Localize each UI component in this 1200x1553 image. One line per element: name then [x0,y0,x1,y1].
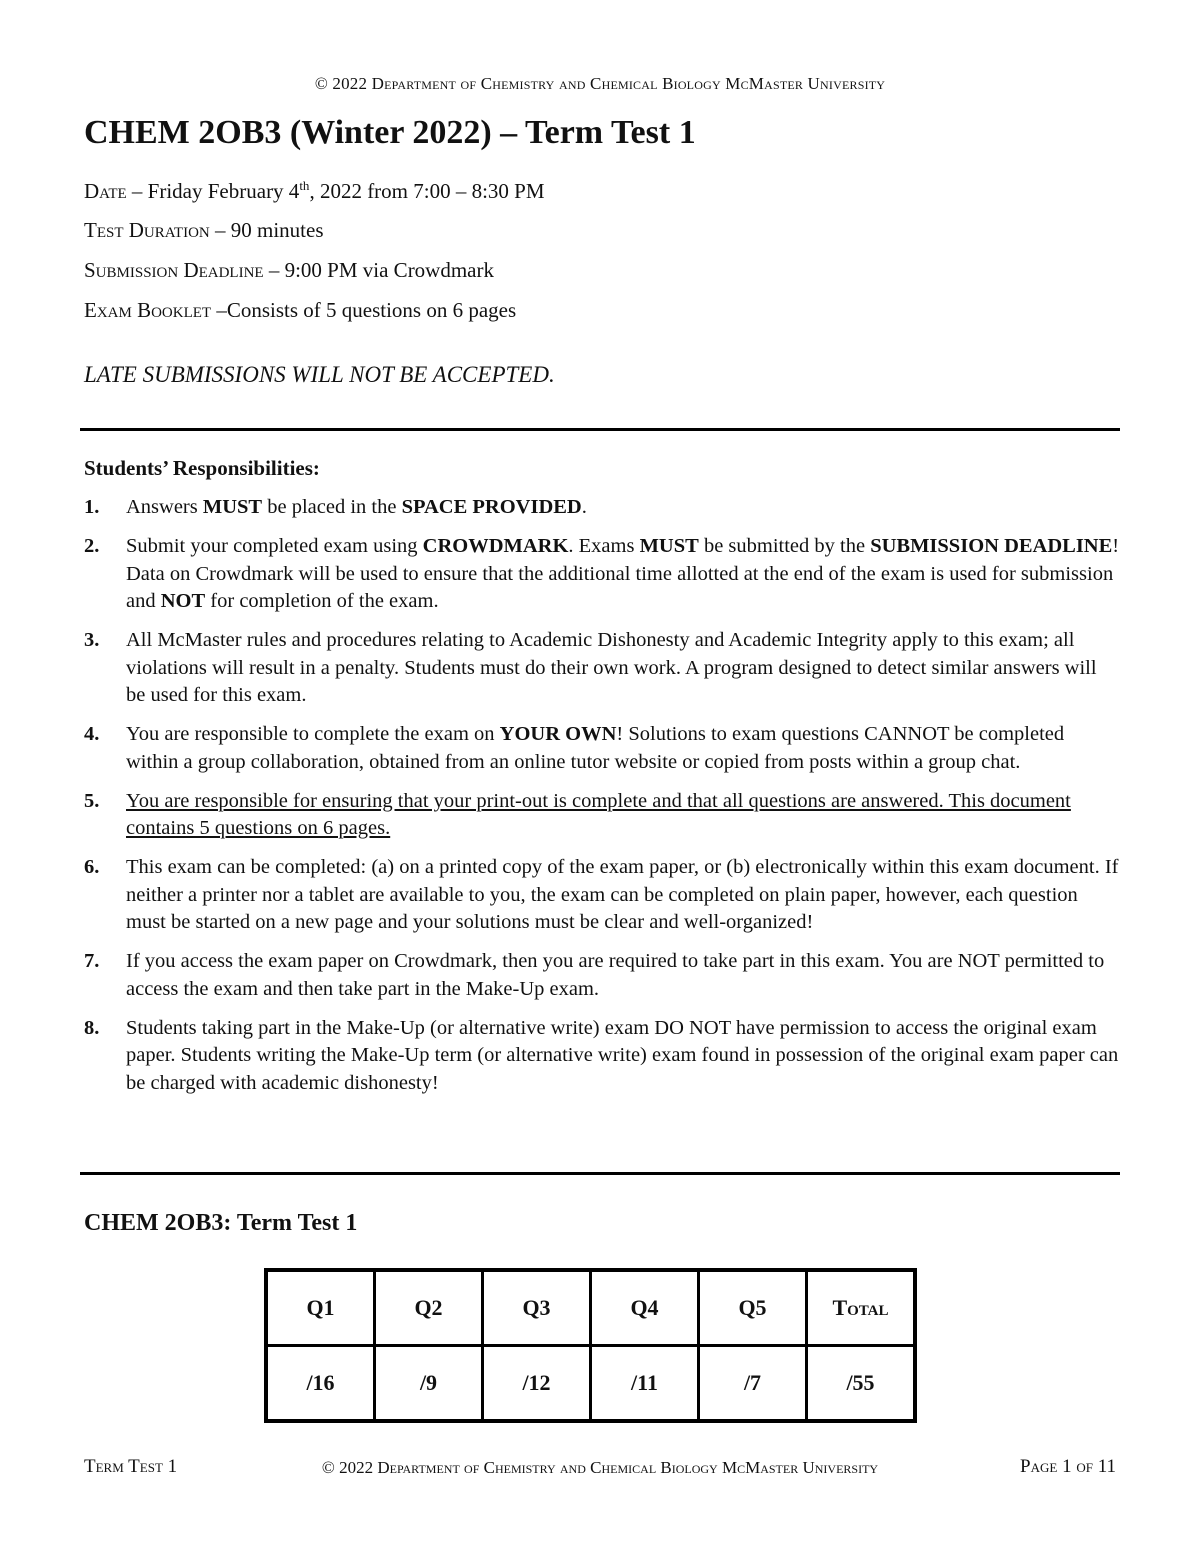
table-row [266,1270,915,1346]
page-current: 1 [1062,1456,1072,1477]
page-label: Page [1020,1456,1058,1477]
footer-left: Term Test 1 [84,1456,178,1477]
score-table [264,1268,917,1423]
list-item [84,854,1120,937]
late-notice: LATE SUBMISSIONS WILL NOT BE ACCEPTED. [84,362,555,387]
list-item [84,721,1120,776]
exam-date [84,178,545,204]
score-max-cell: /12 [483,1346,591,1422]
table-row [266,1346,915,1422]
divider-top [80,428,1120,431]
header-copyright: © 2022 Department of Chemistry and Chemical Biology McMaster University [314,74,886,93]
page-of: of [1076,1456,1093,1477]
item-text: This exam can be completed: (a) on a printed copy of the exam paper, or (b) electronically within this exam document. If neither a printer nor a tablet are available to you, the exam can be completed on plain paper, however, each question must be started on a new page and your solutions must be clear and well-organized! [126,856,1119,933]
item-number: 6. [84,856,100,878]
list-item [84,788,1120,843]
item-number: 3. [84,629,100,651]
list-item [84,1015,1120,1098]
item-text: All McMaster rules and procedures relating to Academic Dishonesty and Academic Integrity apply to this exam; all violations will result in a penalty. Students must do their own work. A program designed to detect similar answers will be used for this exam. [126,629,1097,706]
date-value-rest: , 2022 from 7:00 – 8:30 PM [309,179,545,203]
score-max-cell: /55 [807,1346,916,1422]
duration-label: Test Duration [84,218,210,242]
list-item [84,533,1120,616]
page-total: 11 [1097,1456,1116,1477]
list-item [84,627,1120,710]
item-number: 2. [84,535,100,557]
exam-booklet [84,298,516,323]
item-number: 4. [84,723,100,745]
score-max-cell: /16 [266,1346,375,1422]
item-number: 7. [84,950,100,972]
score-header-cell: Q4 [591,1270,699,1346]
date-superscript: th [299,178,310,193]
responsibilities-title: Students’ Responsibilities: [84,456,320,480]
score-header-cell: Total [807,1270,916,1346]
item-text: You are responsible to complete the exam on YOUR OWN! Solutions to exam questions CANNOT be completed within a group collaboration, obtained from an online tutor website or copied from posts within a group chat. [126,723,1065,773]
score-max-cell: /7 [699,1346,807,1422]
footer-copyright: © 2022 Department of Chemistry and Chemical Biology McMaster University [321,1458,879,1477]
item-number: 1. [84,496,100,518]
item-text: You are responsible for ensuring that your print-out is complete and that all questions are answered. This document contains 5 questions on 6 pages. [126,789,1071,839]
test-duration [84,218,324,243]
item-text: Answers MUST be placed in the SPACE PROVIDED. [126,496,587,518]
item-text: If you access the exam paper on Crowdmark, then you are required to take part in this exam. You are NOT permitted to access the exam and then take part in the Make-Up exam. [126,950,1105,1000]
score-max-cell: /11 [591,1346,699,1422]
score-header-cell: Q5 [699,1270,807,1346]
deadline-label: Submission Deadline [84,258,264,282]
item-number: 8. [84,1016,100,1039]
duration-value: – 90 minutes [215,218,324,242]
deadline-value: – 9:00 PM via Crowdmark [268,258,494,282]
item-number: 5. [84,789,100,812]
date-label: Date [84,179,127,203]
submission-deadline [84,258,494,283]
booklet-label: Exam Booklet [84,298,212,322]
list-item [84,494,1120,522]
responsibilities-list [84,494,1120,1109]
page-title: CHEM 2OB3 (Winter 2022) – Term Test 1 [84,114,696,151]
score-header-cell: Q1 [266,1270,375,1346]
page-number [1020,1456,1116,1478]
list-item [84,948,1120,1003]
score-max-cell: /9 [375,1346,483,1422]
item-text: Submit your completed exam using CROWDMARK. Exams MUST be submitted by the SUBMISSION DEADLINE! Data on Crowdmark will be used to ensure that the additional time allotted at the end of the exam is used for submission and NOT for completion of the exam. [126,535,1120,612]
score-section-title: CHEM 2OB3: Term Test 1 [84,1210,358,1236]
divider-bottom [80,1172,1120,1175]
item-text: Students taking part in the Make-Up (or alternative write) exam DO NOT have permission to access the original exam paper. Students writing the Make-Up term (or alternative write) exam found in possession of the original exam paper can be charged with academic dishonesty! [126,1016,1119,1094]
score-header-cell: Q3 [483,1270,591,1346]
date-value: – Friday February 4 [131,179,300,203]
booklet-value: –Consists of 5 questions on 6 pages [216,298,517,322]
score-header-cell: Q2 [375,1270,483,1346]
